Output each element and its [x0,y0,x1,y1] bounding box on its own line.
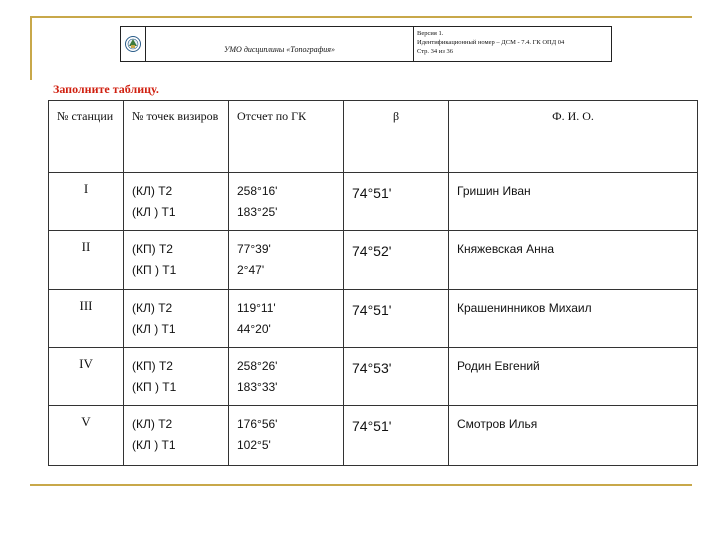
header-version-block [413,27,611,61]
station-cell: II [49,231,124,289]
name-cell: Крашенинников Михаил [449,289,698,347]
table-row [49,347,698,405]
reading-line: 183°25' [237,205,278,220]
reading-line: 102°5' [237,437,271,452]
left-rule [30,16,32,80]
name-cell: Гришин Иван [449,173,698,231]
column-header-name: Ф. И. О. [449,101,698,173]
beta-cell: 74°53' [344,347,449,405]
reading-line: 183°33' [237,379,278,394]
table-row [49,231,698,289]
table-row [49,405,698,465]
points-line: (КЛ ) Т1 [132,205,176,220]
points-line: (КП ) Т1 [132,263,177,278]
column-header-points: № точек визиров [124,101,229,173]
bottom-rule [30,484,692,486]
points-line: (КП) Т2 [132,242,173,257]
beta-cell: 74°51' [344,289,449,347]
points-line: (КЛ ) Т1 [132,321,176,336]
reading-line: 119°11' [237,300,276,315]
document-header [120,26,612,62]
station-cell: V [49,405,124,465]
university-logo-icon [121,27,146,61]
header-title: УМО дисциплины «Топография» [224,45,335,54]
beta-cell: 74°51' [344,173,449,231]
column-header-beta: β [344,101,449,173]
points-line: (КЛ) Т2 [132,300,173,315]
station-cell: IV [49,347,124,405]
readings-cell [229,231,344,289]
points-line: (КП ) Т1 [132,379,177,394]
name-cell: Княжевская Анна [449,231,698,289]
points-line: (КЛ) Т2 [132,184,173,199]
id-number-text: Идентификационный номер – ДСМ - 7.4. ГК ОПД 04 [417,39,565,46]
name-cell: Смотров Илья [449,405,698,465]
station-cell: III [49,289,124,347]
reading-line: 258°16' [237,184,278,199]
readings-cell [229,405,344,465]
beta-cell: 74°51' [344,405,449,465]
measurements-table [48,100,698,466]
reading-line: 77°39' [237,242,271,257]
version-text: Версия 1. [417,30,444,37]
table-row [49,173,698,231]
readings-cell [229,347,344,405]
page-number-text: Стр. 34 из 36 [417,48,453,55]
readings-cell [229,289,344,347]
column-header-station: № станции [49,101,124,173]
points-cell [124,289,229,347]
points-line: (КЛ) Т2 [132,416,173,431]
station-cell: I [49,173,124,231]
table-header-row [49,101,698,173]
top-rule [30,16,692,18]
points-cell [124,405,229,465]
reading-line: 258°26' [237,358,278,373]
reading-line: 2°47' [237,263,265,278]
readings-cell [229,173,344,231]
reading-line: 44°20' [237,321,271,336]
task-heading: Заполните таблицу. [53,82,159,96]
points-line: (КП) Т2 [132,358,173,373]
table-row [49,289,698,347]
points-line: (КЛ ) Т1 [132,437,176,452]
points-cell [124,231,229,289]
reading-line: 176°56' [237,416,278,431]
points-cell [124,347,229,405]
points-cell [124,173,229,231]
column-header-readings: Отсчет по ГК [229,101,344,173]
name-cell: Родин Евгений [449,347,698,405]
beta-cell: 74°52' [344,231,449,289]
